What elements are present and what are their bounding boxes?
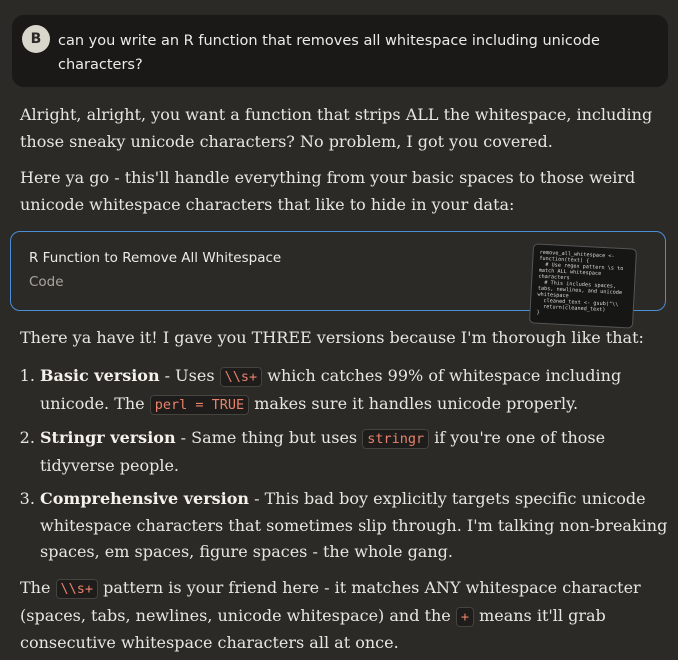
- paragraph-text: pattern is your friend here - it matches ANY whitespace character (spaces, tabs, newlines, unicode whitespace) and the: [20, 578, 641, 625]
- list-item-title: Stringr version: [40, 428, 176, 447]
- artifact-title: R Function to Remove All Whitespace: [29, 250, 282, 266]
- inline-code: stringr: [362, 429, 429, 449]
- inline-code: \\s+: [56, 579, 99, 599]
- user-avatar: B: [22, 25, 50, 53]
- artifact-type-label: Code: [29, 274, 64, 290]
- list-item-text: - Same thing but uses: [175, 428, 363, 447]
- list-item-title: Comprehensive version: [40, 489, 250, 508]
- user-message-text: can you write an R function that removes all whitespace including unicode characters?: [58, 33, 600, 73]
- response-lead-paragraph: Here ya go - this'll handle everything from your basic spaces to those weird unicode whitespace characters that like to hide in your data:: [20, 168, 636, 214]
- list-item: [40, 363, 670, 418]
- code-artifact-card[interactable]: [10, 231, 666, 316]
- artifact-code-preview: remove_all_whitespace <- function(text) { # Use regex pattern \s to match ALL whitespace characters # This includes spaces, tabs, newlines, and unicode whitespace cleaned_text <- gsub("\\ return(cleaned_text) }: [529, 243, 637, 328]
- user-message: [12, 15, 668, 87]
- list-item-text: - This bad boy explicitly targets specific unicode whitespace characters that sometimes slip through. I'm talking non-breaking spaces, em spaces, figure spaces - the whole gang.: [40, 489, 668, 561]
- list-item: [40, 425, 670, 479]
- paragraph-text: means it'll grab consecutive whitespace characters all at once.: [20, 605, 606, 652]
- response-intro-paragraph: Alright, alright, you want a function that strips ALL the whitespace, including those sneaky unicode characters? No problem, I got you covered.: [20, 105, 653, 151]
- list-item-title: Basic version: [40, 366, 160, 385]
- list-item: [40, 486, 670, 566]
- list-item-text: if you're one of those tidyverse people.: [40, 428, 606, 475]
- list-item-text: - Uses: [159, 366, 220, 385]
- versions-list: [20, 363, 670, 573]
- list-item-text: makes sure it handles unicode properly.: [249, 393, 579, 413]
- response-summary-paragraph: There ya have it! I gave you THREE versions because I'm thorough like that:: [20, 328, 644, 347]
- inline-code: +: [456, 607, 474, 627]
- inline-code: \\s+: [220, 367, 263, 387]
- list-item-text: which catches 99% of whitespace including unicode. The: [40, 366, 622, 413]
- paragraph-text: The: [20, 578, 56, 597]
- inline-code: perl = TRUE: [150, 395, 249, 415]
- response-final-paragraph: [20, 575, 660, 657]
